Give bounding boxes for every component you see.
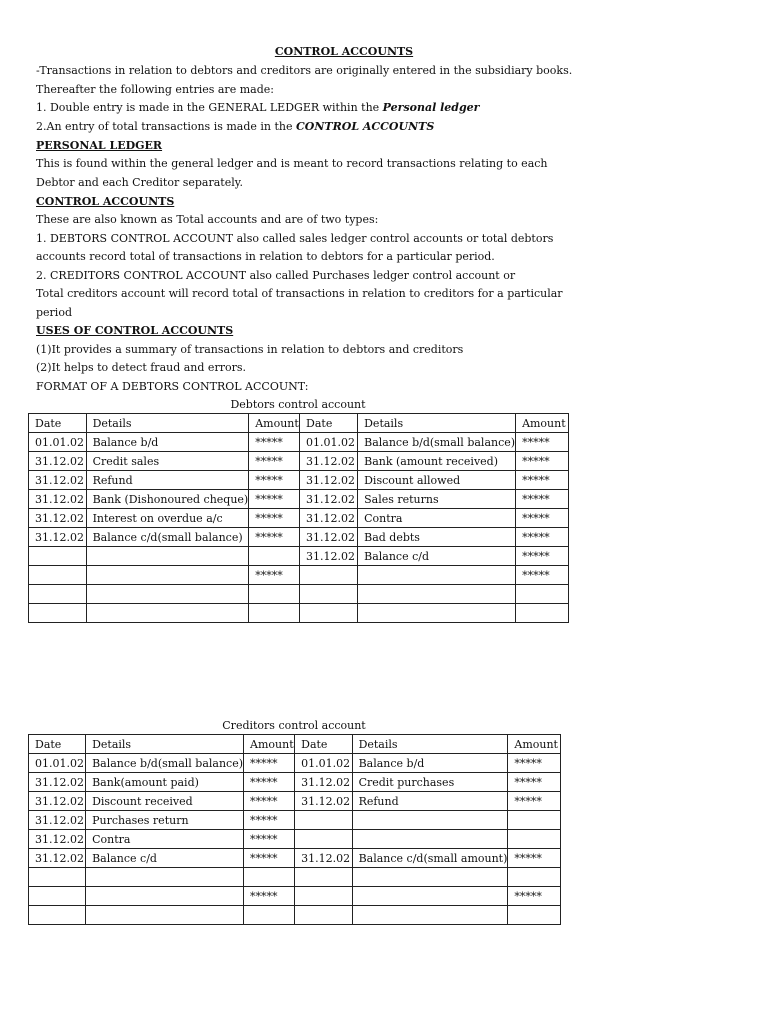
table-cell xyxy=(352,906,508,925)
table-cell xyxy=(249,547,300,566)
table-cell: 31.12.02 xyxy=(295,792,352,811)
table-cell: 31.12.02 xyxy=(29,830,86,849)
table-cell xyxy=(244,906,295,925)
table-cell xyxy=(352,811,508,830)
intro-line-1: -Transactions in relation to debtors and creditors are originally entered in the subsidiary books. xyxy=(36,64,573,77)
table-cell: ***** xyxy=(508,773,561,792)
table-cell: 31.12.02 xyxy=(295,773,352,792)
table-header-cell: Date xyxy=(295,735,352,754)
table-cell: Credit purchases xyxy=(352,773,508,792)
table-cell: 31.12.02 xyxy=(29,849,86,868)
table-row xyxy=(29,528,569,547)
table-cell xyxy=(29,868,86,887)
creditors-control-account-table xyxy=(28,734,561,925)
table-cell: 31.12.02 xyxy=(300,471,358,490)
personal-ledger-heading: PERSONAL LEDGER xyxy=(36,139,163,152)
table-cell: Balance b/d xyxy=(86,433,249,452)
table-cell xyxy=(29,906,86,925)
table-cell: ***** xyxy=(244,811,295,830)
table-cell xyxy=(508,811,561,830)
table-row xyxy=(29,811,561,830)
table-cell: Bank (Dishonoured cheque) xyxy=(86,490,249,509)
table-header-cell: Date xyxy=(29,735,86,754)
table-row xyxy=(29,585,569,604)
personal-ledger-line-1: This is found within the general ledger and is meant to record transactions relating to each xyxy=(36,157,548,170)
table-cell: 31.12.02 xyxy=(29,773,86,792)
table-cell: ***** xyxy=(249,509,300,528)
table-cell: ***** xyxy=(249,528,300,547)
table-row xyxy=(29,887,561,906)
table-cell: ***** xyxy=(249,471,300,490)
table-cell xyxy=(86,604,249,623)
table-cell: 31.12.02 xyxy=(29,811,86,830)
table-cell: 31.12.02 xyxy=(300,528,358,547)
table-cell: ***** xyxy=(516,490,569,509)
control-accounts-line-3: accounts record total of transactions in relation to debtors for a particular period. xyxy=(36,250,495,263)
table-cell: ***** xyxy=(516,471,569,490)
table-header-cell: Amount xyxy=(244,735,295,754)
table-cell: 31.12.02 xyxy=(29,471,87,490)
table-cell: 31.12.02 xyxy=(29,528,87,547)
table-cell: Balance b/d xyxy=(352,754,508,773)
table-cell xyxy=(300,566,358,585)
table-cell xyxy=(295,811,352,830)
control-accounts-line-5: Total creditors account will record total of transactions in relation to creditors for a particular xyxy=(36,287,563,300)
table-header-cell: Details xyxy=(352,735,508,754)
table-cell: ***** xyxy=(516,452,569,471)
intro-line-2: Thereafter the following entries are made: xyxy=(36,83,274,96)
table-cell xyxy=(516,604,569,623)
table-cell: ***** xyxy=(516,509,569,528)
table-cell xyxy=(249,604,300,623)
table-cell xyxy=(86,906,244,925)
table-row xyxy=(29,490,569,509)
table-cell: Balance c/d xyxy=(86,849,244,868)
table-cell xyxy=(295,868,352,887)
table-cell: Refund xyxy=(86,471,249,490)
table-cell xyxy=(352,830,508,849)
entry-2-emphasis: CONTROL ACCOUNTS xyxy=(296,120,435,133)
table-header-cell: Details xyxy=(86,735,244,754)
table-row xyxy=(29,604,569,623)
table-cell: 31.12.02 xyxy=(300,547,358,566)
table-cell xyxy=(249,585,300,604)
table-cell: 01.01.02 xyxy=(29,754,86,773)
entry-1-text: 1. Double entry is made in the GENERAL LEDGER within the xyxy=(36,101,383,114)
uses-line-2: (2)It helps to detect fraud and errors. xyxy=(36,361,246,374)
table-cell xyxy=(516,585,569,604)
table-cell: ***** xyxy=(508,792,561,811)
table-header-cell: Amount xyxy=(508,735,561,754)
control-accounts-line-6: period xyxy=(36,306,72,319)
table-cell: Refund xyxy=(352,792,508,811)
table-cell: Balance c/d(small amount) xyxy=(352,849,508,868)
table-cell: 31.12.02 xyxy=(300,509,358,528)
table-cell: ***** xyxy=(249,490,300,509)
table-row xyxy=(29,509,569,528)
creditors-table-caption: Creditors control account xyxy=(222,719,366,732)
table-cell: ***** xyxy=(244,773,295,792)
table-cell: ***** xyxy=(244,849,295,868)
table-cell: Bad debts xyxy=(358,528,516,547)
table-row xyxy=(29,566,569,585)
table-cell xyxy=(508,830,561,849)
table-cell xyxy=(358,585,516,604)
uses-line-1: (1)It provides a summary of transactions in relation to debtors and creditors xyxy=(36,343,464,356)
table-row xyxy=(29,471,569,490)
control-accounts-line-2: 1. DEBTORS CONTROL ACCOUNT also called sales ledger control accounts or total debtors xyxy=(36,232,554,245)
table-header-cell: Details xyxy=(86,414,249,433)
table-cell xyxy=(508,906,561,925)
table-cell xyxy=(295,830,352,849)
table-cell xyxy=(295,906,352,925)
table-cell: Balance c/d(small balance) xyxy=(86,528,249,547)
table-cell: Contra xyxy=(86,830,244,849)
table-cell xyxy=(300,604,358,623)
table-cell xyxy=(358,566,516,585)
table-cell xyxy=(29,547,87,566)
table-header-cell: Amount xyxy=(249,414,300,433)
table-cell: Discount allowed xyxy=(358,471,516,490)
table-header-row xyxy=(29,735,561,754)
table-cell: Sales returns xyxy=(358,490,516,509)
control-accounts-heading: CONTROL ACCOUNTS xyxy=(36,195,175,208)
table-cell: Purchases return xyxy=(86,811,244,830)
uses-heading: USES OF CONTROL ACCOUNTS xyxy=(36,324,234,337)
table-row xyxy=(29,773,561,792)
entry-2 xyxy=(36,120,434,134)
table-cell: 01.01.02 xyxy=(300,433,358,452)
entry-1-emphasis: Personal ledger xyxy=(382,101,480,114)
table-cell: 31.12.02 xyxy=(29,490,87,509)
table-cell xyxy=(86,585,249,604)
table-cell: ***** xyxy=(244,830,295,849)
table-cell: Bank(amount paid) xyxy=(86,773,244,792)
table-row xyxy=(29,433,569,452)
table-cell: Balance b/d(small balance) xyxy=(358,433,516,452)
table-cell: 01.01.02 xyxy=(295,754,352,773)
table-cell xyxy=(352,868,508,887)
table-cell: ***** xyxy=(244,754,295,773)
table-cell: ***** xyxy=(516,528,569,547)
table-cell xyxy=(29,887,86,906)
table-cell: Bank (amount received) xyxy=(358,452,516,471)
table-header-row xyxy=(29,414,569,433)
table-cell xyxy=(244,868,295,887)
table-cell xyxy=(86,887,244,906)
table-cell: 31.12.02 xyxy=(29,509,87,528)
table-row xyxy=(29,792,561,811)
table-cell: ***** xyxy=(244,792,295,811)
table-cell xyxy=(29,585,87,604)
table-row xyxy=(29,830,561,849)
table-cell: ***** xyxy=(516,547,569,566)
table-cell xyxy=(86,566,249,585)
table-cell: 31.12.02 xyxy=(295,849,352,868)
table-cell: ***** xyxy=(249,566,300,585)
table-cell: 31.12.02 xyxy=(29,452,87,471)
table-header-cell: Date xyxy=(300,414,358,433)
table-cell: ***** xyxy=(508,754,561,773)
table-row xyxy=(29,906,561,925)
entry-2-text: 2.An entry of total transactions is made in the xyxy=(36,120,297,133)
table-cell xyxy=(86,547,249,566)
table-cell: 01.01.02 xyxy=(29,433,87,452)
table-cell: ***** xyxy=(244,887,295,906)
control-accounts-line-1: These are also known as Total accounts and are of two types: xyxy=(36,213,379,226)
table-cell: Credit sales xyxy=(86,452,249,471)
table-cell xyxy=(86,868,244,887)
table-cell: Contra xyxy=(358,509,516,528)
table-cell: 31.12.02 xyxy=(29,792,86,811)
table-cell xyxy=(508,868,561,887)
table-header-cell: Date xyxy=(29,414,87,433)
debtors-table-caption: Debtors control account xyxy=(230,398,366,411)
table-cell: ***** xyxy=(516,566,569,585)
debtors-control-account-table xyxy=(28,413,569,623)
table-cell: ***** xyxy=(249,433,300,452)
document-title: CONTROL ACCOUNTS xyxy=(274,45,414,58)
table-cell: ***** xyxy=(516,433,569,452)
table-cell xyxy=(295,887,352,906)
control-accounts-line-4: 2. CREDITORS CONTROL ACCOUNT also called Purchases ledger control account or xyxy=(36,269,516,282)
table-cell xyxy=(352,887,508,906)
table-cell: ***** xyxy=(508,849,561,868)
table-cell: 31.12.02 xyxy=(300,452,358,471)
table-header-cell: Details xyxy=(358,414,516,433)
table-row xyxy=(29,849,561,868)
table-cell: Interest on overdue a/c xyxy=(86,509,249,528)
table-cell: Balance c/d xyxy=(358,547,516,566)
table-row xyxy=(29,547,569,566)
entry-1 xyxy=(36,101,479,115)
table-cell xyxy=(358,604,516,623)
table-cell xyxy=(300,585,358,604)
format-line: FORMAT OF A DEBTORS CONTROL ACCOUNT: xyxy=(36,380,309,393)
table-row xyxy=(29,754,561,773)
table-cell xyxy=(29,566,87,585)
personal-ledger-line-2: Debtor and each Creditor separately. xyxy=(36,176,243,189)
table-row xyxy=(29,452,569,471)
table-row xyxy=(29,868,561,887)
table-cell: Balance b/d(small balance) xyxy=(86,754,244,773)
table-header-cell: Amount xyxy=(516,414,569,433)
table-cell: 31.12.02 xyxy=(300,490,358,509)
table-cell: ***** xyxy=(249,452,300,471)
table-cell xyxy=(29,604,87,623)
table-cell: ***** xyxy=(508,887,561,906)
table-cell: Discount received xyxy=(86,792,244,811)
